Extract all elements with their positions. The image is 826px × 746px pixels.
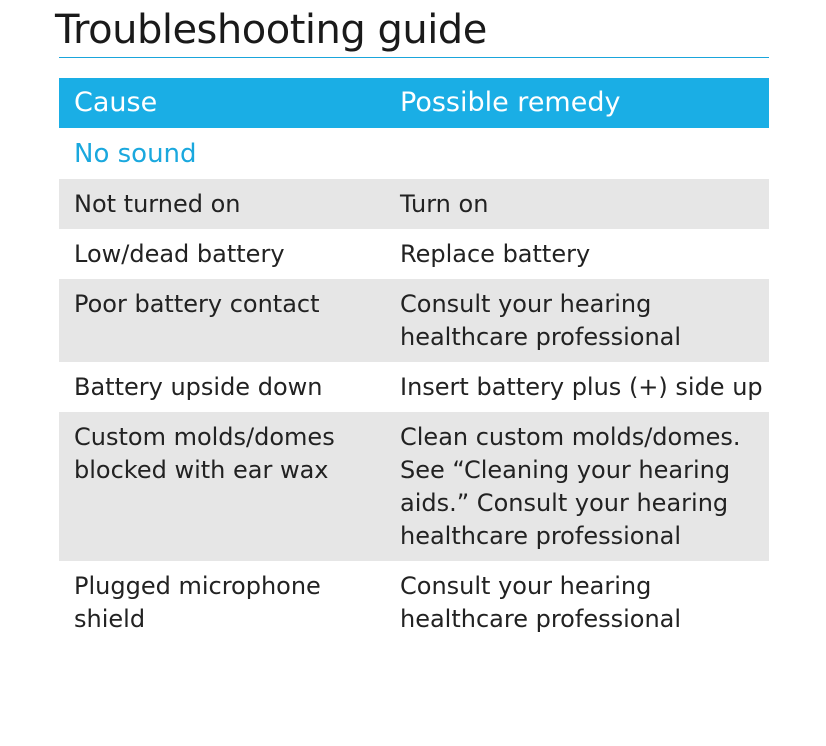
table-row bbox=[59, 179, 769, 229]
page-title: Troubleshooting guide bbox=[55, 7, 487, 53]
remedy-cell: Consult your hearing healthcare professional bbox=[400, 572, 682, 633]
section-row-no-sound bbox=[59, 128, 769, 179]
cause-cell: Low/dead battery bbox=[74, 240, 285, 268]
table-row bbox=[59, 362, 769, 412]
table-row bbox=[59, 279, 769, 362]
remedy-cell: Insert battery plus (+) side up bbox=[400, 373, 763, 401]
table-row bbox=[59, 561, 769, 644]
remedy-cell: Consult your hearing healthcare professional bbox=[400, 290, 682, 351]
header-remedy: Possible remedy bbox=[400, 87, 621, 118]
troubleshooting-table bbox=[59, 78, 769, 644]
remedy-cell: Turn on bbox=[400, 190, 489, 218]
remedy-cell: Clean custom molds/domes. See “Cleaning your hearing aids.” Consult your hearing healthcare professional bbox=[400, 423, 741, 550]
cause-cell: Battery upside down bbox=[74, 373, 323, 401]
table-row bbox=[59, 229, 769, 279]
header-cause: Cause bbox=[74, 87, 158, 118]
cause-cell: Poor battery contact bbox=[74, 290, 320, 318]
remedy-cell: Replace battery bbox=[400, 240, 591, 268]
table-header-row bbox=[59, 78, 769, 128]
table-row bbox=[59, 412, 769, 561]
cause-cell: Plugged microphone shield bbox=[74, 572, 321, 633]
section-label: No sound bbox=[74, 138, 197, 169]
title-divider bbox=[59, 57, 769, 58]
cause-cell: Custom molds/domes blocked with ear wax bbox=[74, 423, 335, 484]
cause-cell: Not turned on bbox=[74, 190, 241, 218]
